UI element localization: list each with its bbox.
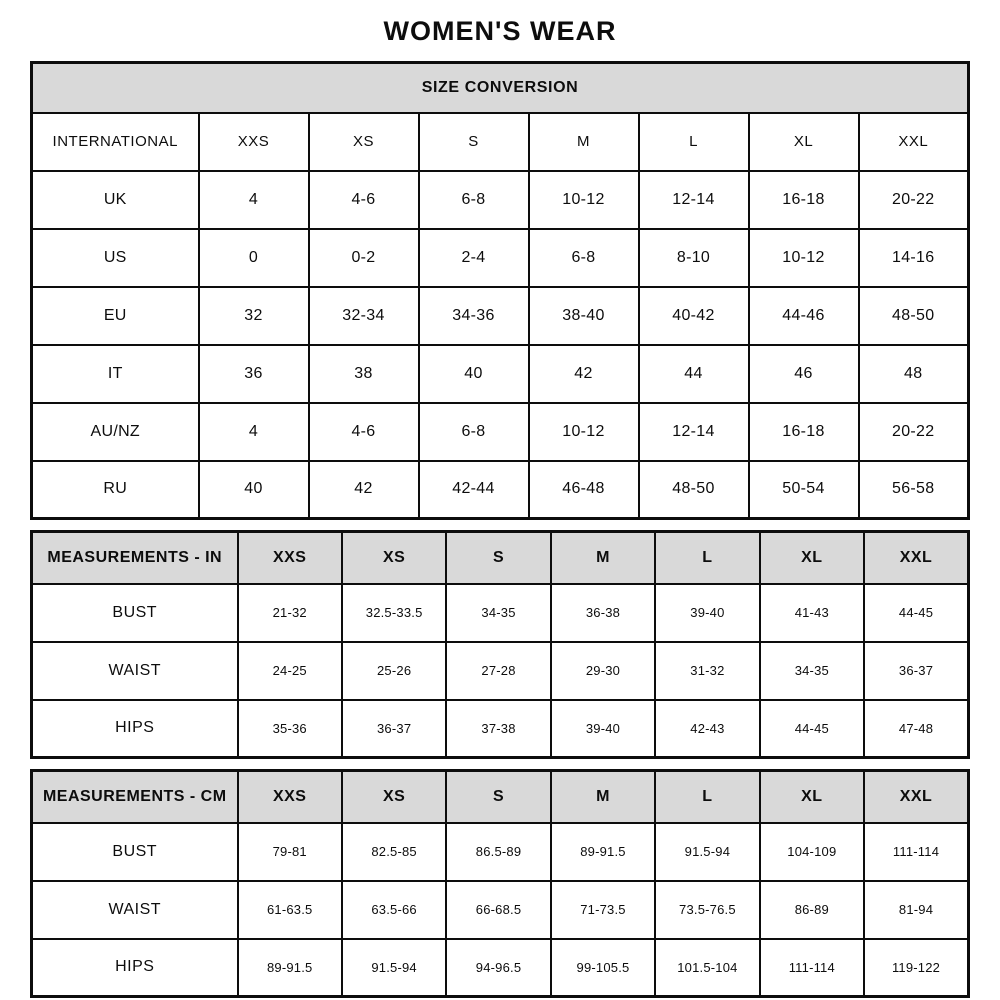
row-label-cell: HIPS	[32, 939, 238, 997]
value-cell: 6-8	[419, 403, 529, 461]
value-cell: 46	[749, 345, 859, 403]
measurements-cm-body	[32, 771, 969, 997]
row-label-cell: WAIST	[32, 881, 238, 939]
value-cell: 16-18	[749, 403, 859, 461]
value-cell: 101.5-104	[655, 939, 759, 997]
value-cell: 35-36	[238, 700, 342, 758]
page-title: WOMEN'S WEAR	[383, 16, 617, 46]
value-cell: 81-94	[864, 881, 968, 939]
row-label-cell: RU	[32, 461, 199, 519]
row-label-cell: MEASUREMENTS - CM	[32, 771, 238, 823]
value-cell: 48-50	[639, 461, 749, 519]
value-cell: 20-22	[859, 171, 969, 229]
value-cell: XL	[749, 113, 859, 171]
value-cell: 25-26	[342, 642, 446, 700]
row-label-cell: UK	[32, 171, 199, 229]
table-row	[32, 287, 969, 345]
value-cell: XS	[342, 771, 446, 823]
value-cell: XXL	[859, 113, 969, 171]
value-cell: 86.5-89	[446, 823, 550, 881]
table-row	[32, 345, 969, 403]
value-cell: 47-48	[864, 700, 968, 758]
value-cell: 21-32	[238, 584, 342, 642]
value-cell: 14-16	[859, 229, 969, 287]
value-cell: 44-45	[864, 584, 968, 642]
row-label-cell: MEASUREMENTS - IN	[32, 532, 238, 584]
value-cell: 94-96.5	[446, 939, 550, 997]
table-gap	[30, 759, 970, 769]
table-band-header-row	[32, 63, 969, 113]
table-row	[32, 229, 969, 287]
value-cell: 20-22	[859, 403, 969, 461]
value-cell: 42	[309, 461, 419, 519]
value-cell: 4	[199, 403, 309, 461]
table-row	[32, 700, 969, 758]
value-cell: L	[639, 113, 749, 171]
value-cell: 6-8	[419, 171, 529, 229]
value-cell: 111-114	[760, 939, 864, 997]
value-cell: 37-38	[446, 700, 550, 758]
value-cell: 10-12	[749, 229, 859, 287]
value-cell: L	[655, 771, 759, 823]
value-cell: 34-35	[446, 584, 550, 642]
row-label-cell: US	[32, 229, 199, 287]
value-cell: XXL	[864, 771, 968, 823]
value-cell: 39-40	[551, 700, 655, 758]
value-cell: 6-8	[529, 229, 639, 287]
value-cell: 42	[529, 345, 639, 403]
value-cell: 38-40	[529, 287, 639, 345]
value-cell: 36	[199, 345, 309, 403]
value-cell: 46-48	[529, 461, 639, 519]
value-cell: 61-63.5	[238, 881, 342, 939]
row-label-cell: BUST	[32, 584, 238, 642]
value-cell: 40	[419, 345, 529, 403]
value-cell: S	[419, 113, 529, 171]
value-cell: S	[446, 532, 550, 584]
value-cell: XXS	[199, 113, 309, 171]
row-label-cell: AU/NZ	[32, 403, 199, 461]
value-cell: 38	[309, 345, 419, 403]
value-cell: 86-89	[760, 881, 864, 939]
value-cell: 32	[199, 287, 309, 345]
value-cell: 39-40	[655, 584, 759, 642]
value-cell: 63.5-66	[342, 881, 446, 939]
value-cell: XXS	[238, 771, 342, 823]
row-label-cell: WAIST	[32, 642, 238, 700]
column-header-row	[32, 113, 969, 171]
value-cell: 99-105.5	[551, 939, 655, 997]
value-cell: 104-109	[760, 823, 864, 881]
value-cell: 91.5-94	[342, 939, 446, 997]
value-cell: 32.5-33.5	[342, 584, 446, 642]
value-cell: 34-35	[760, 642, 864, 700]
size-conversion-table	[30, 61, 970, 520]
table-row	[32, 403, 969, 461]
row-label-cell: BUST	[32, 823, 238, 881]
value-cell: M	[529, 113, 639, 171]
value-cell: 40-42	[639, 287, 749, 345]
value-cell: 0-2	[309, 229, 419, 287]
value-cell: 89-91.5	[238, 939, 342, 997]
value-cell: 42-44	[419, 461, 529, 519]
value-cell: 27-28	[446, 642, 550, 700]
value-cell: 12-14	[639, 171, 749, 229]
table-row	[32, 823, 969, 881]
value-cell: XS	[309, 113, 419, 171]
value-cell: 8-10	[639, 229, 749, 287]
table-row	[32, 642, 969, 700]
value-cell: 32-34	[309, 287, 419, 345]
size-conversion-body	[32, 63, 969, 519]
value-cell: XXS	[238, 532, 342, 584]
table-gap	[30, 520, 970, 530]
value-cell: 119-122	[864, 939, 968, 997]
value-cell: 42-43	[655, 700, 759, 758]
row-label-cell: HIPS	[32, 700, 238, 758]
value-cell: 50-54	[749, 461, 859, 519]
value-cell: 66-68.5	[446, 881, 550, 939]
value-cell: 10-12	[529, 403, 639, 461]
value-cell: 40	[199, 461, 309, 519]
table-row	[32, 171, 969, 229]
value-cell: XXL	[864, 532, 968, 584]
row-label-cell: EU	[32, 287, 199, 345]
value-cell: L	[655, 532, 759, 584]
value-cell: 36-37	[342, 700, 446, 758]
value-cell: XL	[760, 771, 864, 823]
value-cell: 24-25	[238, 642, 342, 700]
value-cell: XL	[760, 532, 864, 584]
value-cell: 44-45	[760, 700, 864, 758]
value-cell: 56-58	[859, 461, 969, 519]
value-cell: 4-6	[309, 171, 419, 229]
value-cell: 71-73.5	[551, 881, 655, 939]
value-cell: 0	[199, 229, 309, 287]
value-cell: 4-6	[309, 403, 419, 461]
measurements-in-body	[32, 532, 969, 758]
value-cell: 29-30	[551, 642, 655, 700]
measurements-header-row	[32, 771, 969, 823]
size-conversion-header: SIZE CONVERSION	[32, 63, 969, 113]
value-cell: 4	[199, 171, 309, 229]
value-cell: M	[551, 771, 655, 823]
value-cell: 31-32	[655, 642, 759, 700]
value-cell: 91.5-94	[655, 823, 759, 881]
value-cell: 79-81	[238, 823, 342, 881]
value-cell: 48	[859, 345, 969, 403]
value-cell: 73.5-76.5	[655, 881, 759, 939]
value-cell: 41-43	[760, 584, 864, 642]
value-cell: 111-114	[864, 823, 968, 881]
row-label-cell: IT	[32, 345, 199, 403]
value-cell: M	[551, 532, 655, 584]
value-cell: 48-50	[859, 287, 969, 345]
value-cell: 16-18	[749, 171, 859, 229]
table-row	[32, 881, 969, 939]
measurements-in-table	[30, 530, 970, 759]
value-cell: 36-37	[864, 642, 968, 700]
value-cell: XS	[342, 532, 446, 584]
table-row	[32, 461, 969, 519]
value-cell: S	[446, 771, 550, 823]
table-row	[32, 584, 969, 642]
value-cell: 34-36	[419, 287, 529, 345]
value-cell: 36-38	[551, 584, 655, 642]
value-cell: 2-4	[419, 229, 529, 287]
value-cell: 89-91.5	[551, 823, 655, 881]
row-label-cell: INTERNATIONAL	[32, 113, 199, 171]
table-row	[32, 939, 969, 997]
value-cell: 82.5-85	[342, 823, 446, 881]
measurements-header-row	[32, 532, 969, 584]
value-cell: 44-46	[749, 287, 859, 345]
value-cell: 12-14	[639, 403, 749, 461]
value-cell: 10-12	[529, 171, 639, 229]
value-cell: 44	[639, 345, 749, 403]
measurements-cm-table	[30, 769, 970, 998]
